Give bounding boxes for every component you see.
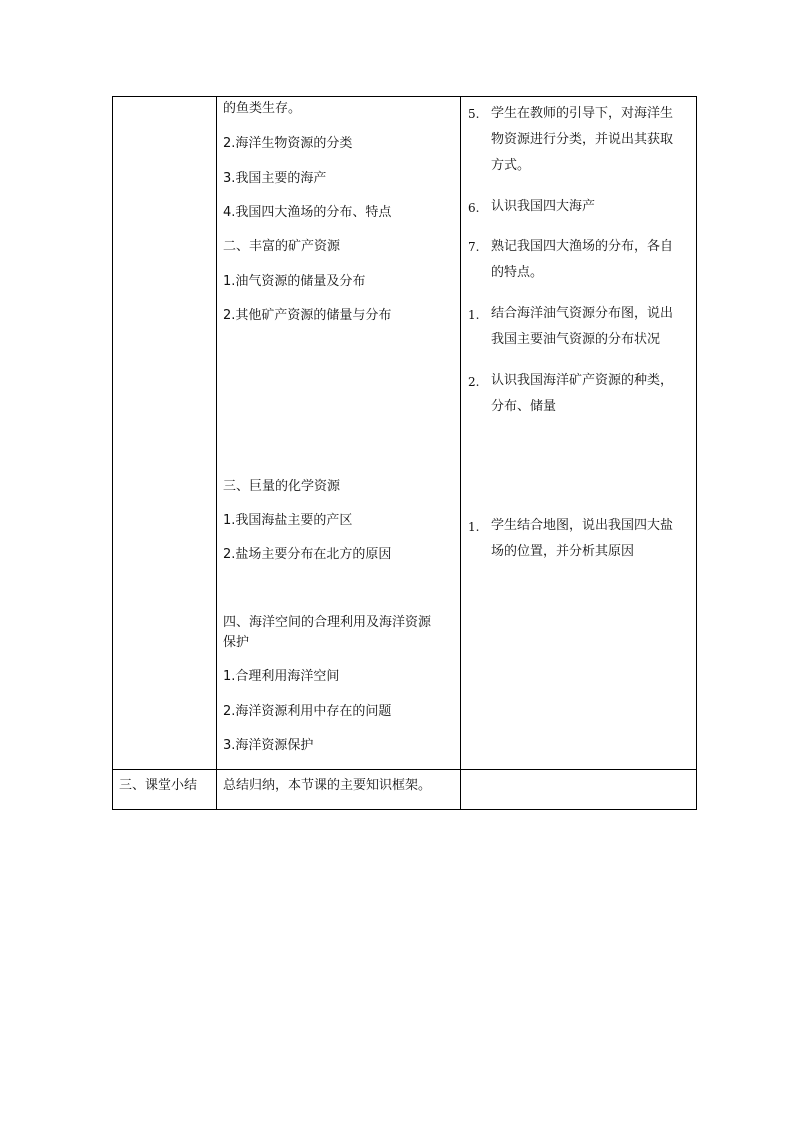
activity-line: 学生在教师的引导下，对海洋生: [491, 106, 674, 121]
section-heading: 二、丰富的矿产资源: [223, 239, 341, 254]
summary-row-label: 三、课堂小结: [119, 778, 198, 793]
content-line: 2.海洋资源利用中存在的问题: [223, 704, 392, 719]
activity-line: 物资源进行分类，并说出其获取: [491, 132, 674, 147]
section-heading: 四、海洋空间的合理利用及海洋资源: [223, 615, 432, 630]
activity-item: [491, 234, 697, 286]
item-number: 6.: [468, 201, 480, 215]
column-divider: [216, 97, 217, 809]
activity-line: 场的位置，并分析其原因: [491, 544, 635, 559]
activity-line: 方式。: [491, 158, 531, 173]
item-number: 5.: [468, 107, 480, 121]
lesson-plan-table: [112, 96, 697, 810]
item-number: 2.: [468, 375, 480, 389]
item-number: 1.: [468, 520, 480, 534]
activity-line: 熟记我国四大渔场的分布，各自: [491, 239, 674, 254]
activity-item: [491, 194, 697, 220]
activity-line: 的特点。: [491, 265, 544, 280]
section-heading: 三、巨量的化学资源: [223, 479, 341, 494]
activity-item: [491, 513, 697, 565]
section-heading-continued: 保护: [223, 635, 250, 650]
activity-item: [491, 101, 697, 179]
row-divider: [113, 769, 696, 770]
content-line: 1.油气资源的储量及分布: [223, 274, 366, 289]
content-line: 3.我国主要的海产: [223, 171, 327, 186]
content-line: 1.合理利用海洋空间: [223, 669, 340, 684]
activity-line: 学生结合地图，说出我国四大盐: [491, 518, 674, 533]
content-line: 3.海洋资源保护: [223, 738, 314, 753]
activity-line: 分布、储量: [491, 399, 557, 414]
activity-line: 结合海洋油气资源分布图，说出: [491, 306, 674, 321]
activity-line: 认识我国四大海产: [491, 199, 596, 214]
content-line: 1.我国海盐主要的产区: [223, 513, 353, 528]
content-line: 2.其他矿产资源的储量与分布: [223, 308, 392, 323]
content-line: 2.盐场主要分布在北方的原因: [223, 547, 392, 562]
summary-row-content: 总结归纳，本节课的主要知识框架。: [223, 778, 432, 793]
activity-item: [491, 368, 697, 420]
activity-item: [491, 301, 697, 353]
item-number: 1.: [468, 308, 480, 322]
column-divider: [460, 97, 461, 809]
content-line: 2.海洋生物资源的分类: [223, 136, 353, 151]
item-number: 7.: [468, 240, 480, 254]
content-line: 的鱼类生存。: [223, 101, 302, 116]
activity-line: 我国主要油气资源的分布状况: [491, 332, 661, 347]
content-line: 4.我国四大渔场的分布、特点: [223, 205, 392, 220]
activity-line: 认识我国海洋矿产资源的种类，: [491, 373, 674, 388]
